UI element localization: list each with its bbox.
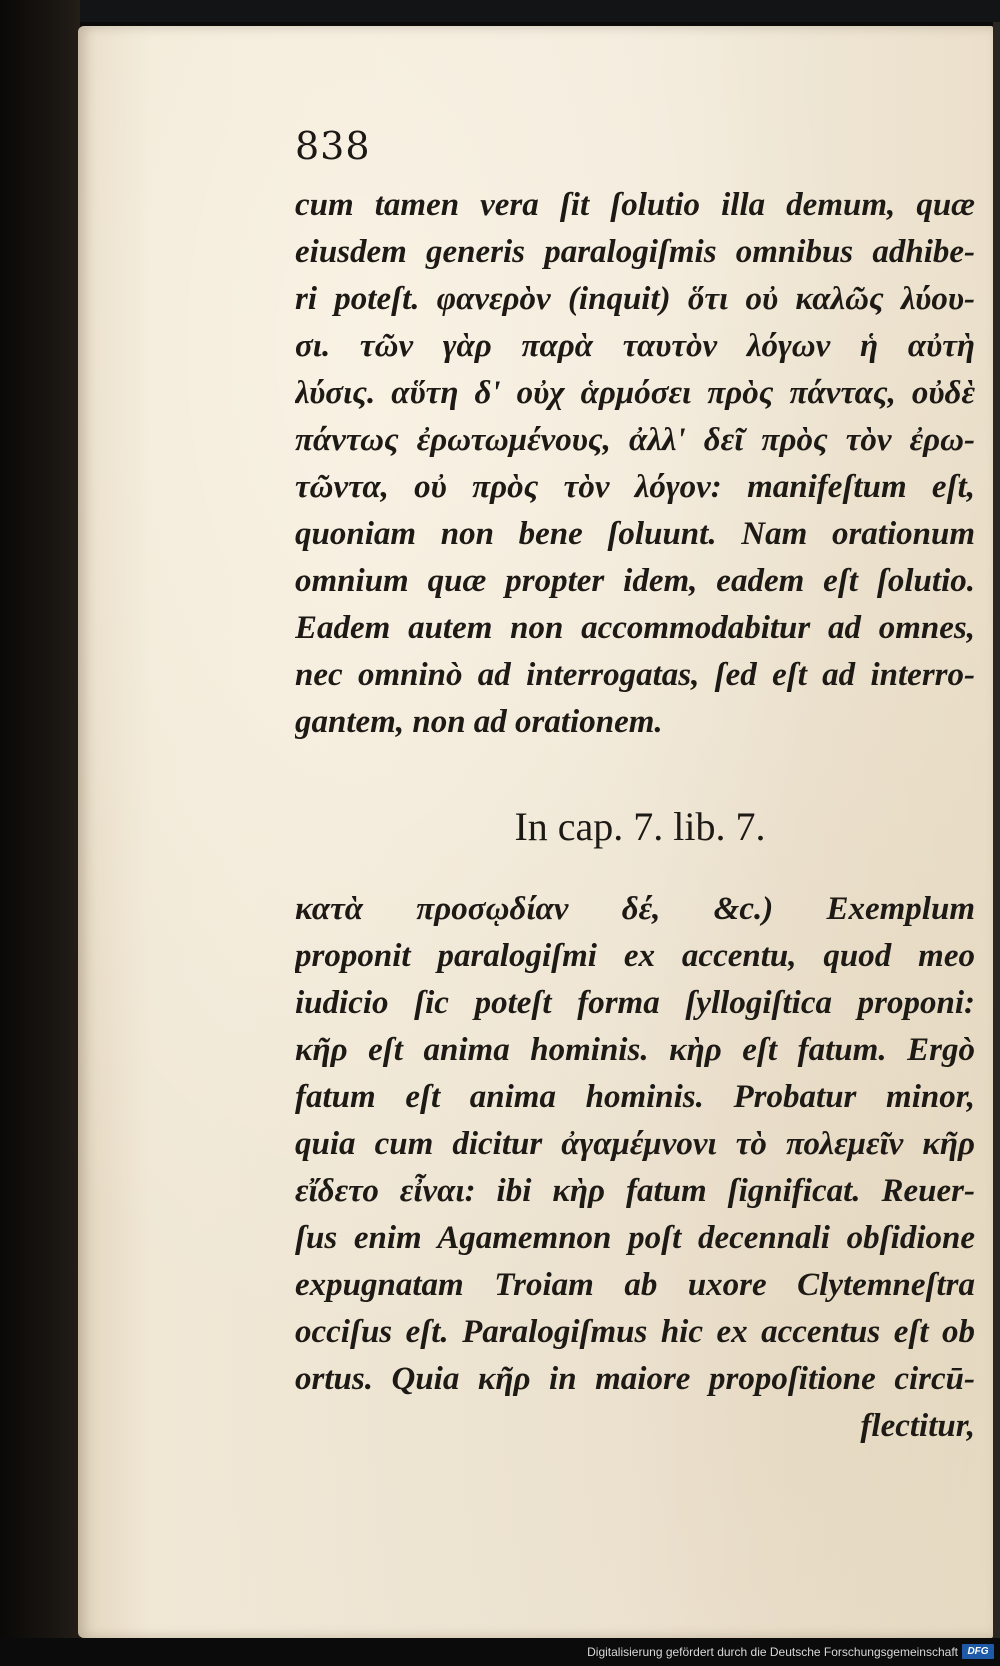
catchword: flectitur, (860, 1408, 975, 1444)
text-line: nec omninò ad interrogatas, ſed eſt ad interro- (295, 657, 975, 693)
text-line: λύσις. αὕτη δ' οὐχ ἁρμόσει πρὸς πάντας, οὐδὲ (295, 375, 975, 411)
text-line: κατὰ προσῳδίαν δέ, &c.) Exemplum (295, 891, 975, 927)
text-line: ortus. Quia κῆρ in maiore propoſitione circū- (295, 1361, 975, 1397)
digitization-credit: Digitalisierung gefördert durch die Deutsche Forschungsgemeinschaft (587, 1645, 958, 1659)
text-line: eiusdem generis paralogiſmis omnibus adhibe- (295, 234, 975, 270)
text-line: gantem, non ad orationem. (295, 704, 663, 740)
scan-right-border (993, 22, 1000, 1642)
text-line: proponit paralogiſmi ex accentu, quod meo (295, 938, 975, 974)
book-gutter-shadow (0, 0, 80, 1666)
text-line: ri poteſt. φανερὸν (inquit) ὅτι οὐ καλῶς λύου- (295, 281, 975, 317)
text-line: πάντως ἐρωτωμένους, ἀλλ' δεῖ πρὸς τὸν ἐρω- (295, 422, 975, 458)
text-line: Eadem autem non accommodabitur ad omnes, (295, 610, 975, 646)
text-line: ſus enim Agamemnon poſt decennali obſidione (295, 1220, 975, 1256)
text-line: quoniam non bene ſoluunt. Nam orationum (295, 516, 975, 552)
text-line: expugnatam Troiam ab uxore Clytemneſtra (295, 1267, 975, 1303)
scan-top-border (0, 0, 1000, 22)
page-number: 838 (295, 124, 371, 168)
text-line: occiſus eſt. Paralogiſmus hic ex accentus eſt ob (295, 1314, 975, 1350)
text-line: κῆρ eſt anima hominis. κὴρ eſt fatum. Ergò (295, 1032, 975, 1068)
paragraph-1 (295, 182, 975, 746)
dfg-logo-icon: DFG (962, 1644, 994, 1659)
text-line: quia cum dicitur ἀγαμέμνονι τὸ πολεμεῖν κῆρ (295, 1126, 975, 1162)
text-line: σι. τῶν γὰρ παρὰ ταυτὸν λόγων ἡ αὐτὴ (295, 328, 975, 364)
text-line: iudicio ſic poteſt forma ſyllogiſtica proponi: (295, 985, 975, 1021)
text-line: τῶντα, οὐ πρὸς τὸν λόγον: manifeſtum eſt, (295, 469, 975, 505)
section-heading: In cap. 7. lib. 7. (514, 804, 766, 849)
text-line: εἴδετο εἶναι: ibi κὴρ fatum ſignificat. Reuer- (295, 1173, 975, 1209)
text-line: cum tamen vera ſit ſolutio illa demum, quæ (295, 187, 975, 223)
paragraph-2 (295, 886, 975, 1450)
text-line: omnium quæ propter idem, eadem eſt ſolutio. (295, 563, 975, 599)
text-line: fatum eſt anima hominis. Probatur minor, (295, 1079, 975, 1115)
